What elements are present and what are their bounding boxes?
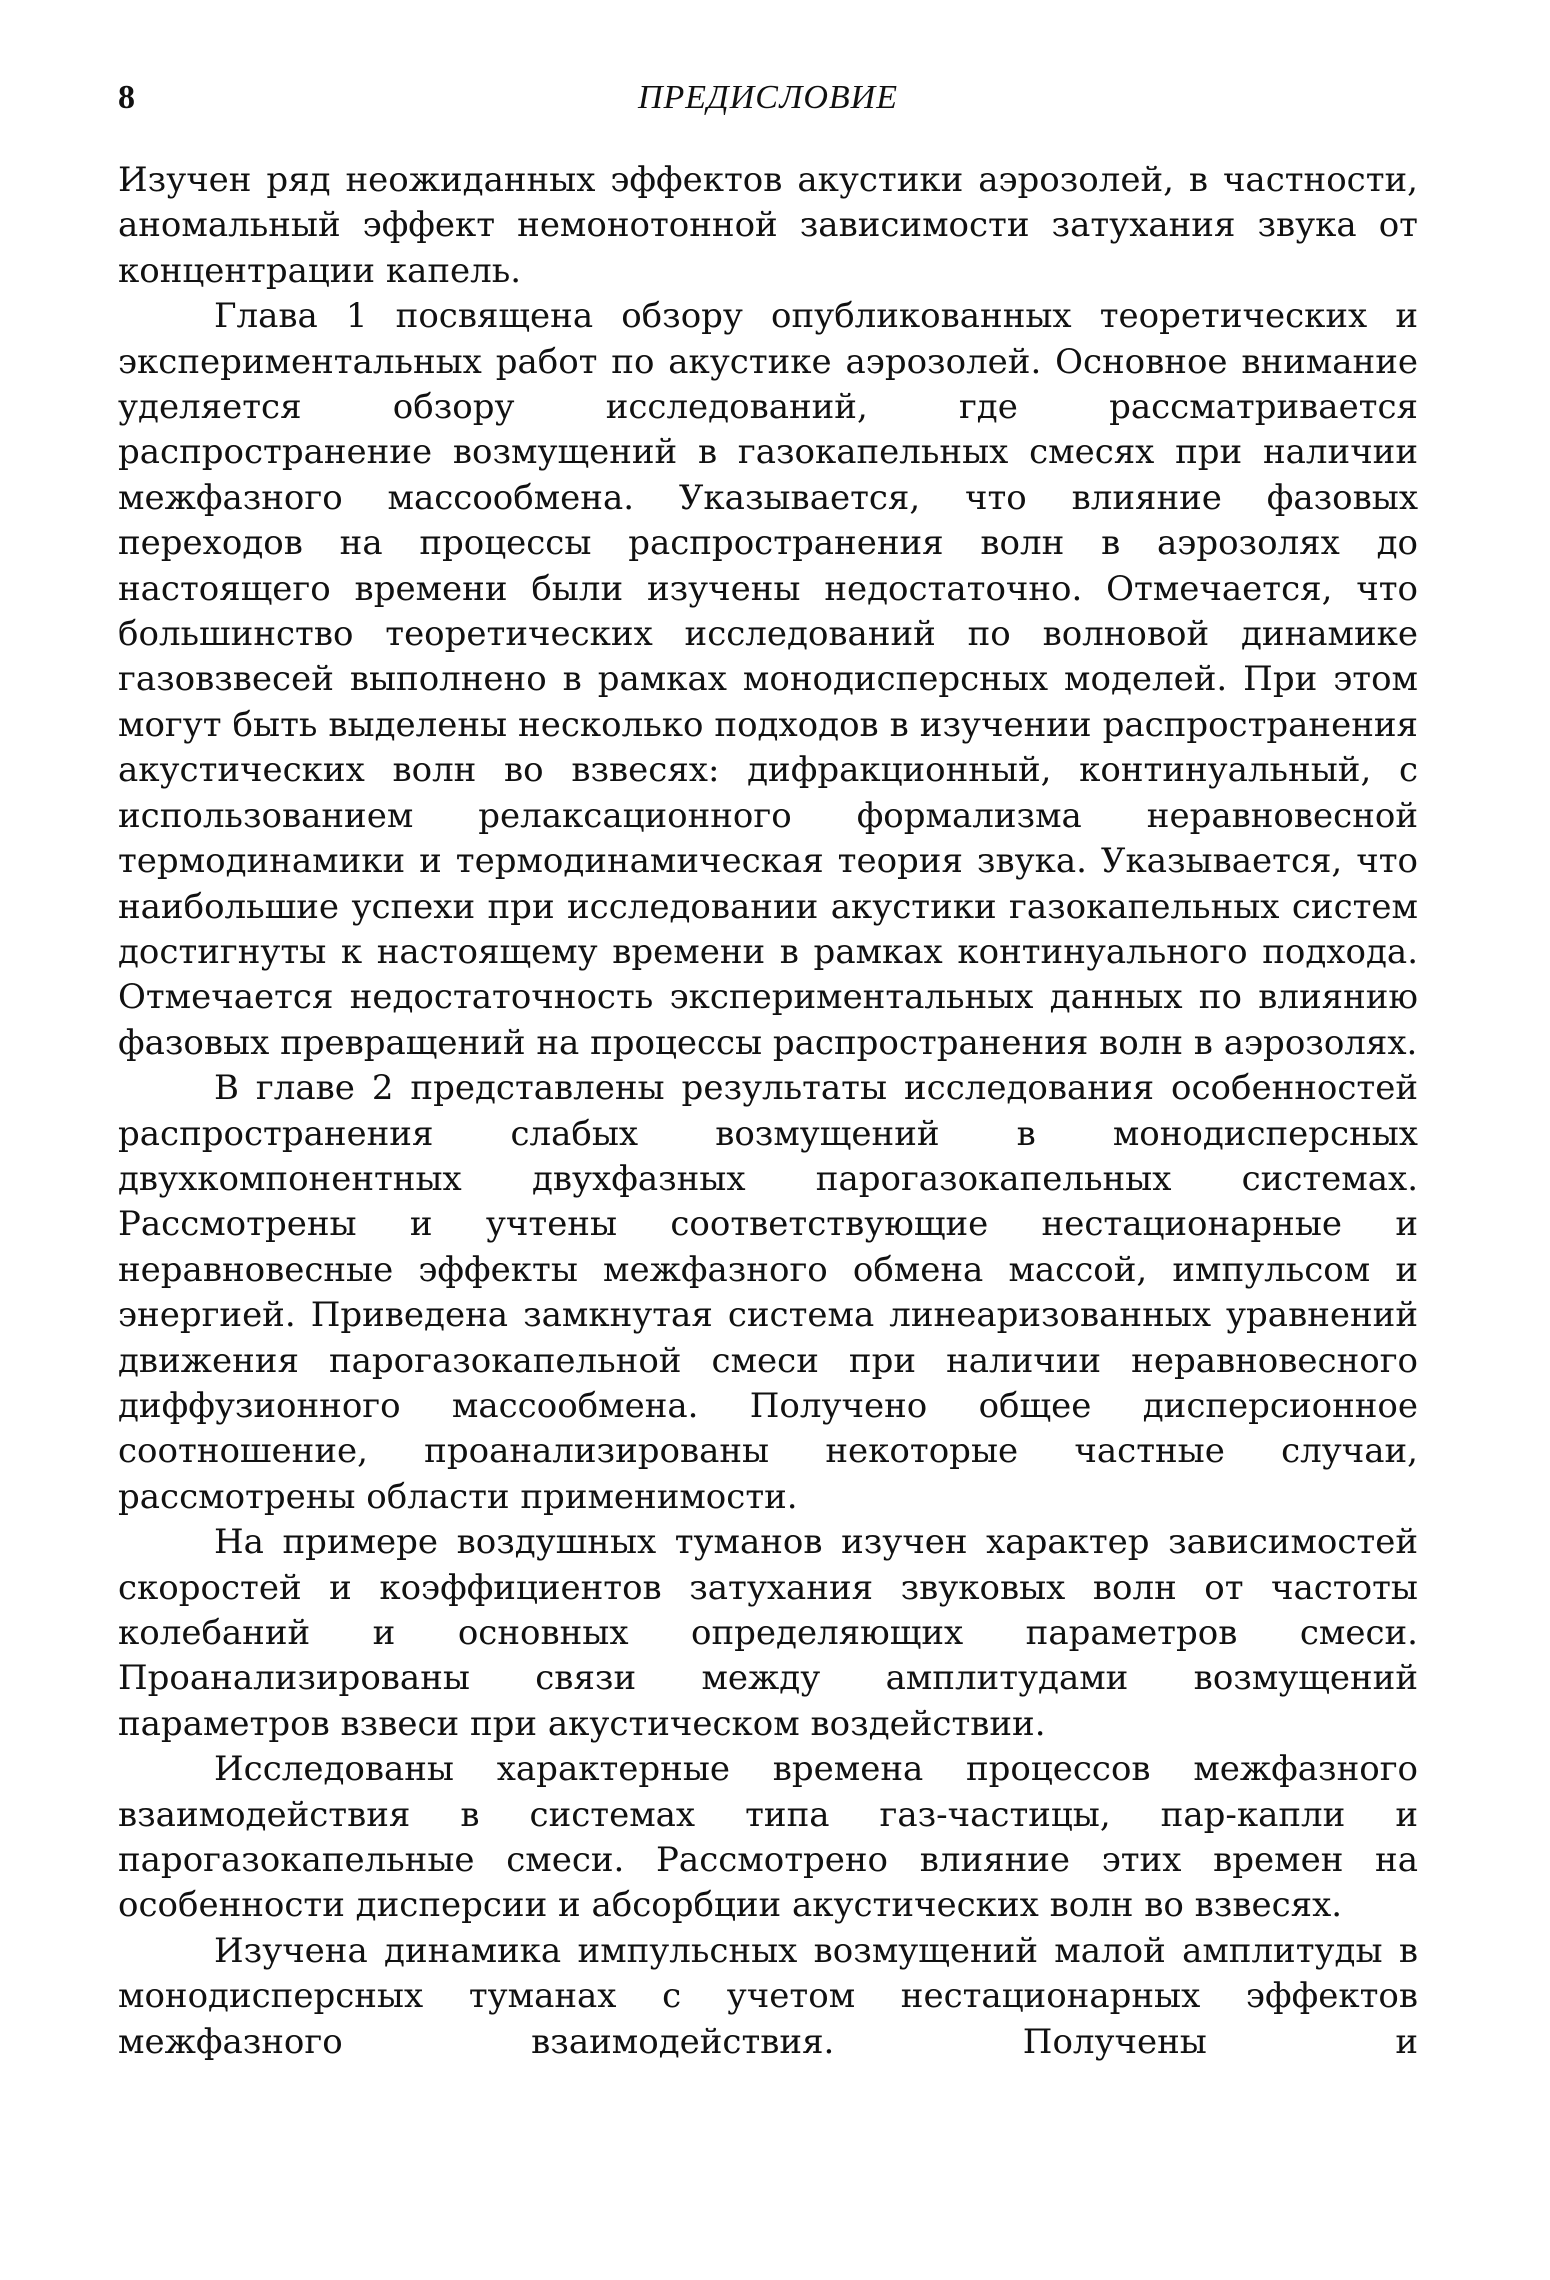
paragraph-relaxation-times: Исследованы характерные времена процессов межфазного взаимодействия в системах типа газ-частицы, пар-капли и парогазокапельные смеси. Рассмотрено влияние этих времен на особенности дисперсии и абсорбции акустических волн во взвесях. bbox=[118, 1749, 1418, 1926]
running-head bbox=[118, 78, 1418, 128]
paragraph-fog-example: На примере воздушных туманов изучен характер зависимостей скоростей и коэффициентов затухания звуковых волн от частоты колебаний и основных определяющих параметров смеси. Проанализированы связи между амплитудами возмущений параметров взвеси при акустическом воздействии. bbox=[118, 1522, 1418, 1744]
text-body bbox=[118, 158, 1418, 2065]
page-number: 8 bbox=[118, 79, 135, 116]
paragraph-chapter-1: Глава 1 посвящена обзору опубликованных теоретических и экспериментальных работ по акустике аэрозолей. Основное внимание уделяется обзору исследований, где рассматривается распространение возмущений в газокапельных смесях при наличии межфазного массообмена. Указывается, что влияние фазовых переходов на процессы распространения волн в аэрозолях до настоящего времени были изучены недостаточно. Отмечается, что большинство теоретических исследований по волновой динамике газовзвесей выполнено в рамках монодисперсных моделей. При этом могут быть выделены несколько подходов в изучении распространения акустических волн во взвесях: дифракционный, континуальный, с использованием релаксационного формализма неравновесной термодинамики и термодинамическая теория звука. Указывается, что наибольшие успехи при исследовании акустики газокапельных систем достигнуты к настоящему времени в рамках континуального подхода. Отмечается недостаточность экспериментальных данных по влиянию фазовых превращений на процессы распространения волн в аэрозолях. bbox=[118, 296, 1418, 1063]
paragraph-chapter-2: В главе 2 представлены результаты исследования особенностей распространения слабых возмущений в монодисперсных двухкомпонентных двухфазных парогазокапельных системах. Рассмотрены и учтены соответствующие нестационарные и неравновесные эффекты межфазного обмена массой, импульсом и энергией. Приведена замкнутая система линеаризованных уравнений движения парогазокапельной смеси при наличии неравновесного диффузионного массообмена. Получено общее дисперсионное соотношение, проанализированы некоторые частные случаи, рассмотрены области применимости. bbox=[118, 1068, 1418, 1517]
header-title: ПРЕДИСЛОВИЕ bbox=[637, 79, 899, 116]
paragraph-intro-continuation: Изучен ряд неожиданных эффектов акустики аэрозолей, в частности, аномальный эффект немонотонной зависимости затухания звука от концентрации капель. bbox=[118, 160, 1418, 291]
paragraph-pulse-dynamics: Изучена динамика импульсных возмущений малой амплитуды в монодисперсных туманах с учетом нестационарных эффектов межфазного взаимодействия. Получены и bbox=[118, 1930, 1418, 2062]
